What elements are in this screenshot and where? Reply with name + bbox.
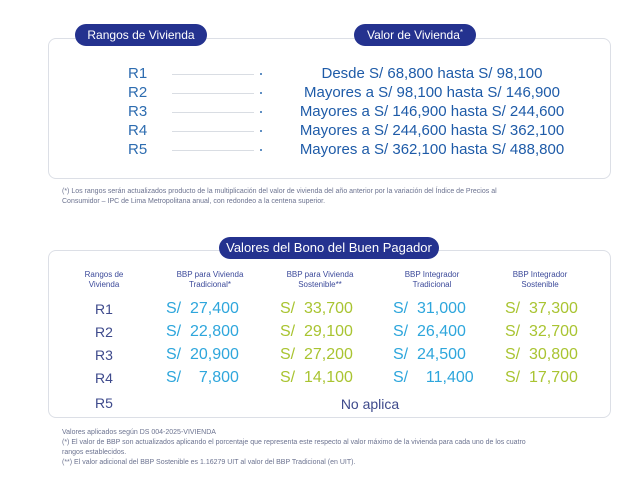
bono-footnotes (62, 428, 602, 468)
row-label: R4 (95, 370, 113, 386)
row-label: R1 (95, 301, 113, 317)
connector-dot (260, 111, 262, 113)
range-row (0, 140, 640, 160)
column-header-bbp-sostenible (270, 270, 370, 290)
column-header-bbp-tradicional (160, 270, 260, 290)
header-line: BBP Integrador (512, 270, 568, 279)
footnote-line: (*) El valor de BBP son actualizados aplicando el porcentaje que representa este respecto al valor máximo de la vivienda para cada uno de los cuatro (62, 439, 526, 446)
footnote-line: rangos establecidos. (62, 449, 127, 456)
footnote-line: (*) Los rangos serán actualizados producto de la multiplicación del valor de vivienda del año anterior por la variación del Índice de Precios al (62, 188, 497, 195)
housing-ranges-title: Rangos de Vivienda (75, 24, 207, 46)
bbp-sostenible-value: S/ 14,100 (280, 369, 353, 386)
housing-value-title-text: Valor de Vivienda (366, 28, 460, 42)
connector-dot (260, 92, 262, 94)
bbp-tradicional-value: S/ 22,800 (166, 323, 239, 340)
not-applicable-text: No aplica (340, 396, 400, 412)
range-label: R3 (128, 103, 148, 120)
integrador-sostenible-value: S/ 37,300 (505, 300, 578, 317)
integrador-tradicional-value: S/ 11,400 (393, 369, 474, 386)
connector-line (172, 93, 254, 94)
bbp-sostenible-value: S/ 33,700 (280, 300, 353, 317)
row-label: R3 (95, 347, 113, 363)
connector-dot (260, 149, 262, 151)
integrador-tradicional-value: S/ 24,500 (393, 346, 466, 363)
range-row (0, 64, 640, 84)
header-line: Sostenible (521, 280, 559, 289)
connector-line (172, 74, 254, 75)
header-line: BBP Integrador (404, 270, 460, 279)
header-line: BBP para Vivienda (286, 270, 354, 279)
bbp-sostenible-value: S/ 29,100 (280, 323, 353, 340)
range-label: R2 (128, 84, 148, 101)
range-value: Mayores a S/ 98,100 hasta S/ 146,900 (303, 84, 560, 101)
range-label: R1 (128, 65, 148, 82)
column-header-integrador-sostenible (490, 270, 590, 290)
header-line: Vivienda (88, 280, 120, 289)
connector-dot (260, 130, 262, 132)
range-row (0, 121, 640, 141)
range-value: Mayores a S/ 362,100 hasta S/ 488,800 (299, 141, 565, 158)
range-row (0, 102, 640, 122)
footnote-line: (**) El valor adicional del BBP Sostenible es 1.16279 UIT al valor del BBP Tradicional (en UIT). (62, 459, 356, 466)
connector-line (172, 112, 254, 113)
connector-line (172, 150, 254, 151)
header-line: Tradicional (412, 280, 452, 289)
connector-line (172, 131, 254, 132)
column-header-rangos (72, 270, 136, 290)
range-value: Desde S/ 68,800 hasta S/ 98,100 (321, 65, 543, 82)
integrador-tradicional-value: S/ 31,000 (393, 300, 466, 317)
column-header-integrador-tradicional (382, 270, 482, 290)
integrador-sostenible-value: S/ 17,700 (505, 369, 578, 386)
range-value: Mayores a S/ 244,600 hasta S/ 362,100 (299, 122, 565, 139)
bbp-tradicional-value: S/ 20,900 (166, 346, 239, 363)
integrador-tradicional-value: S/ 26,400 (393, 323, 466, 340)
row-label: R5 (95, 395, 113, 411)
range-label: R4 (128, 122, 148, 139)
footnote-line: Consumidor – IPC de Lima Metropolitana anual, con redondeo a la centena superior. (62, 198, 326, 205)
row-label: R2 (95, 324, 113, 340)
bbp-tradicional-value: S/ 27,400 (166, 300, 239, 317)
header-line: Rangos de (84, 270, 124, 279)
connector-dot (260, 73, 262, 75)
header-line: Sostenible** (298, 280, 342, 289)
bbp-sostenible-value: S/ 27,200 (280, 346, 353, 363)
bbp-tradicional-value: S/ 7,800 (166, 369, 239, 386)
range-label: R5 (128, 141, 148, 158)
footnote-line: Valores aplicados según DS 004-2025-VIVIENDA (62, 429, 216, 436)
range-value: Mayores a S/ 146,900 hasta S/ 244,600 (299, 103, 565, 120)
asterisk: * (459, 28, 464, 37)
header-line: BBP para Vivienda (176, 270, 244, 279)
bono-values-title: Valores del Bono del Buen Pagador (219, 237, 439, 259)
housing-value-title (354, 24, 476, 46)
integrador-sostenible-value: S/ 32,700 (505, 323, 578, 340)
range-row (0, 83, 640, 103)
header-line: Tradicional* (189, 280, 231, 289)
ranges-footnote (62, 187, 582, 207)
integrador-sostenible-value: S/ 30,800 (505, 346, 578, 363)
